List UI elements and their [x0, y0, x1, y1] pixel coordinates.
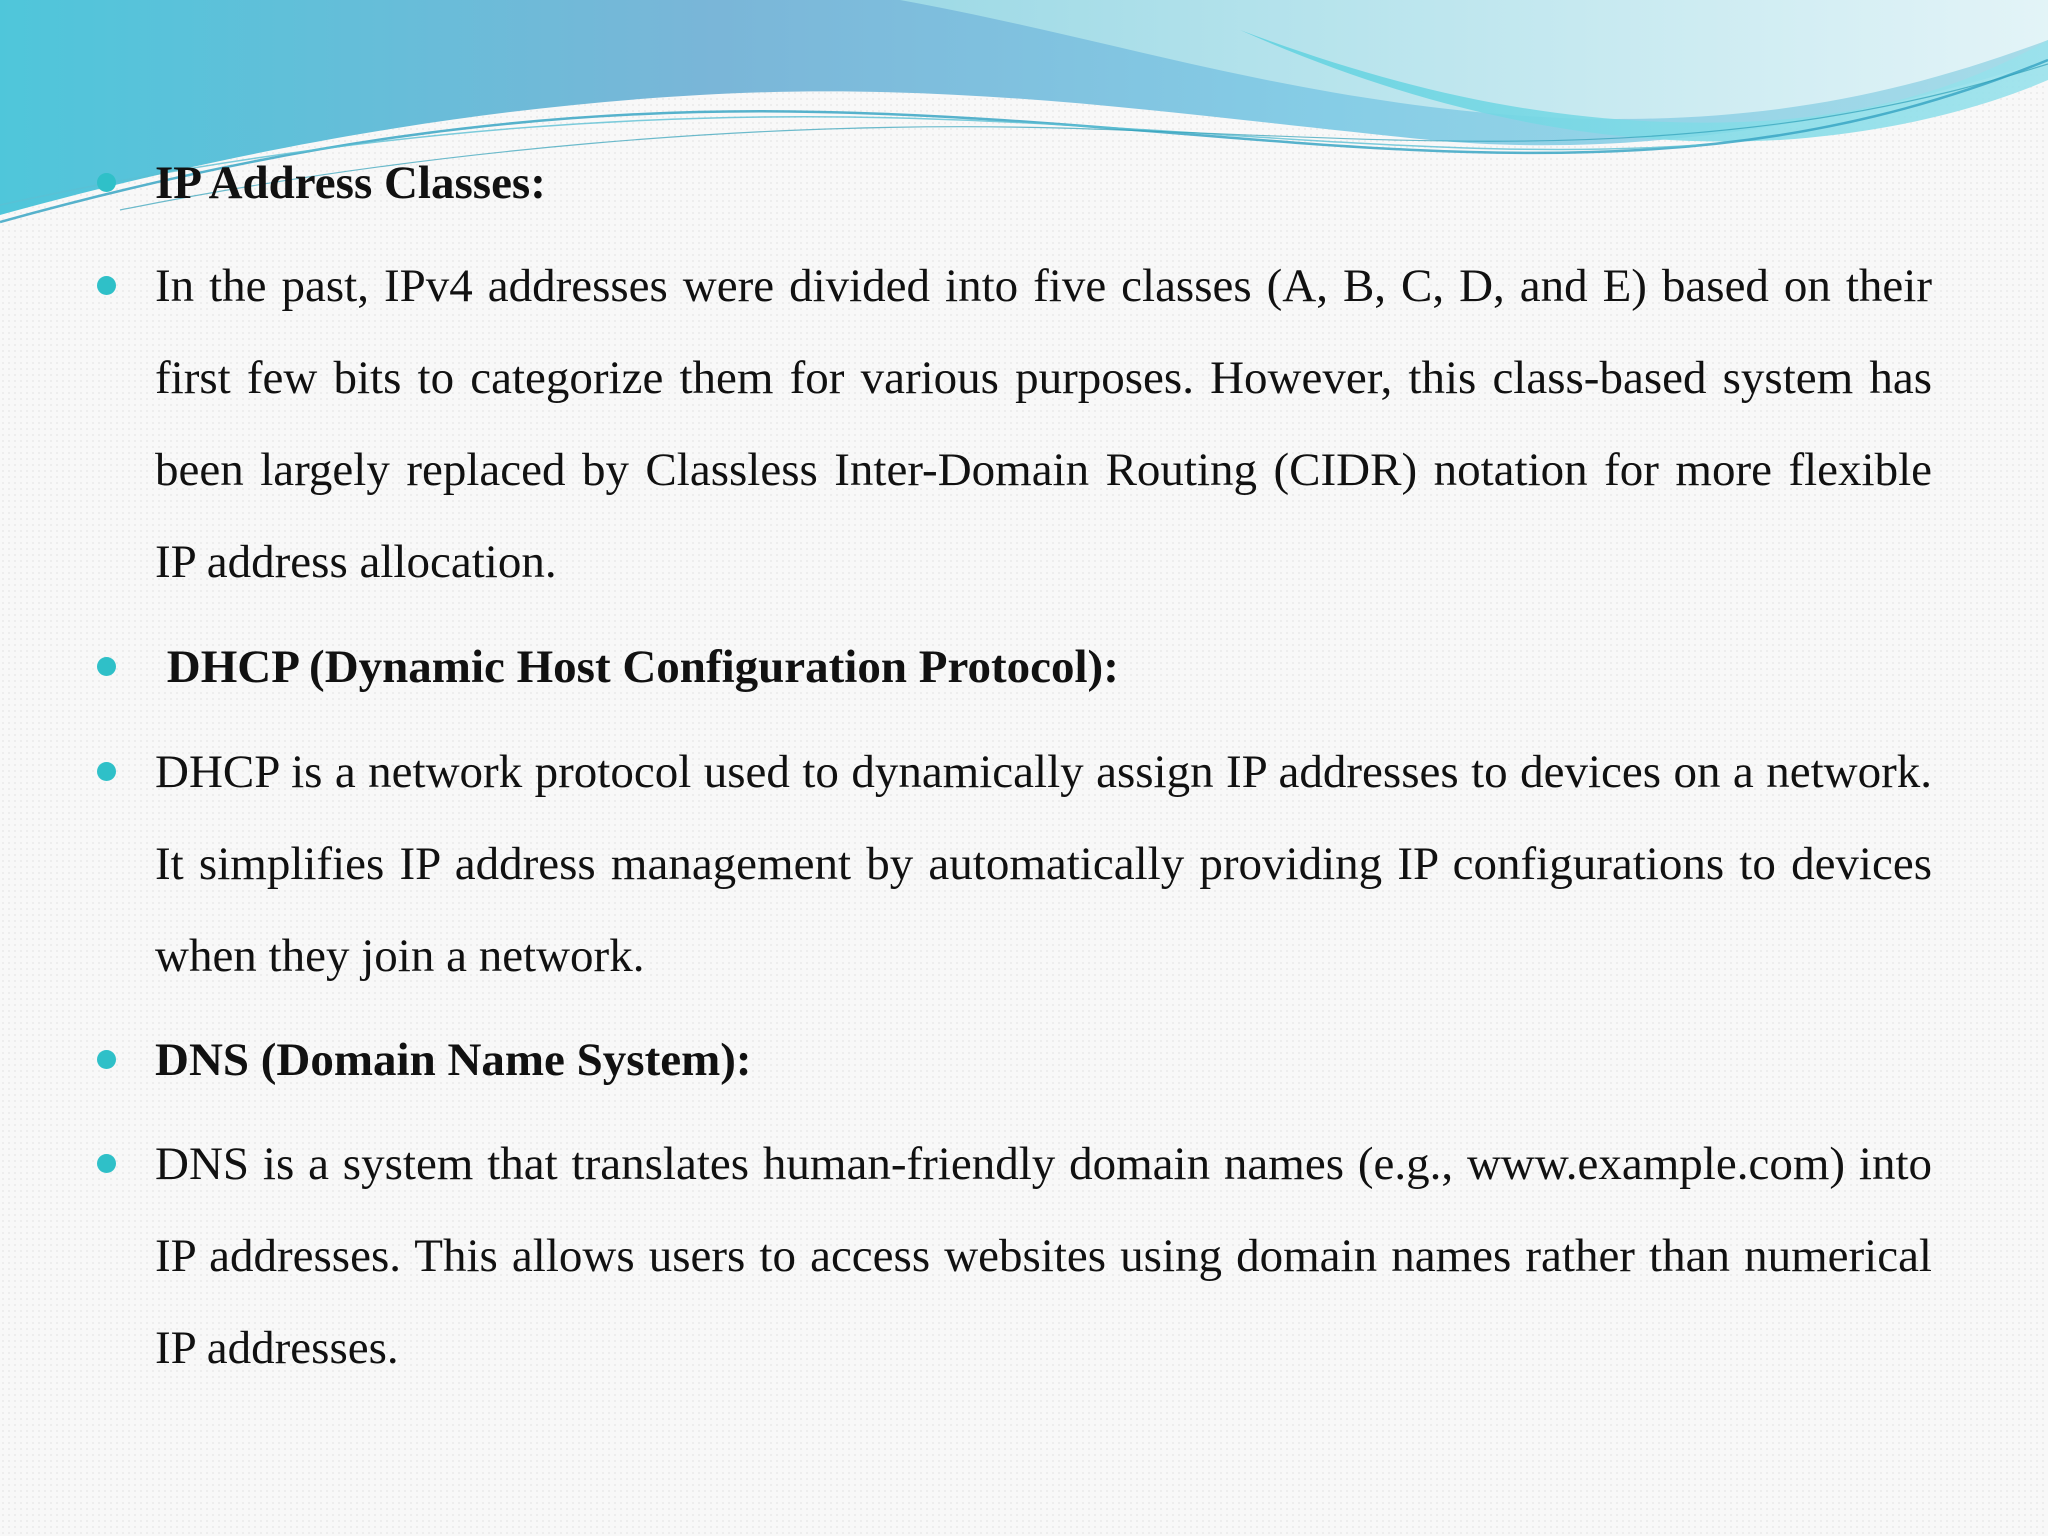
bullet-icon — [97, 276, 116, 295]
paragraph-ip-address-classes: In the past, IPv4 addresses were divided into five classes (A, B, C, D, and E) based on their first few bits to categorize them for various purposes. However, this class-based system has been largely replaced by Classless Inter-Domain Routing (CIDR) notation for more flexible IP address allocation. — [155, 260, 1932, 588]
paragraph-dns: DNS is a system that translates human-friendly domain names (e.g., www.example.com) into IP addresses. This allows users to access websites using domain names rather than numerical IP addresses. — [155, 1138, 1932, 1374]
heading-dhcp: DHCP (Dynamic Host Configuration Protocol): — [155, 641, 1119, 693]
bullet-icon — [97, 657, 116, 676]
bullet-icon — [97, 1050, 116, 1069]
paragraph-dhcp: DHCP is a network protocol used to dynamically assign IP addresses to devices on a network. It simplifies IP address management by automatically providing IP configurations to devices when they join a network. — [155, 746, 1932, 982]
bullet-icon — [97, 1154, 116, 1173]
bullet-icon — [97, 762, 116, 781]
heading-dns: DNS (Domain Name System): — [155, 1034, 752, 1086]
heading-ip-address-classes: IP Address Classes: — [155, 157, 546, 209]
bullet-icon — [97, 173, 116, 192]
